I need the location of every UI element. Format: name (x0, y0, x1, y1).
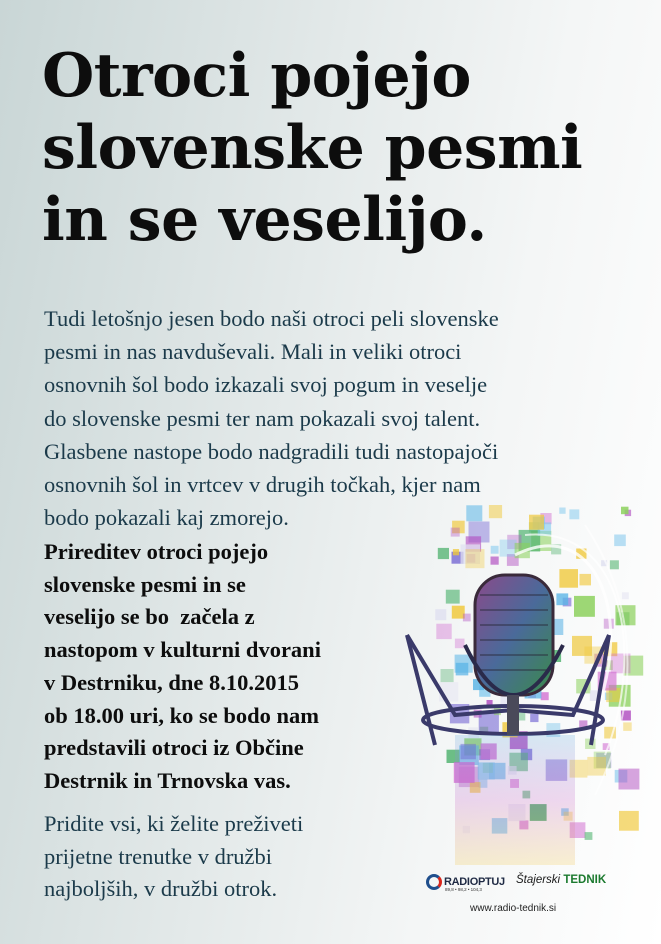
mosaic-tile (559, 508, 565, 514)
mosaic-tile (489, 505, 502, 518)
radio-frequencies: 89,8 • 98,2 • 104,3 (445, 887, 482, 892)
mosaic-tile (466, 505, 482, 521)
mosaic-tile (436, 624, 451, 639)
mosaic-tile (438, 548, 449, 559)
event-line: v Destrniku, dne 8.10.2015 (44, 669, 300, 695)
intro-line: osnovnih šol bodo izkazali svoj pogum in veselje (44, 372, 488, 398)
mosaic-tile (530, 714, 538, 722)
poster-title (42, 40, 642, 256)
event-line: nastopom v kulturni dvorani (44, 637, 321, 663)
mosaic-tile (441, 669, 454, 682)
event-line: slovenske pesmi in se (44, 571, 246, 597)
intro-line: Tudi letošnjo jesen bodo naši otroci peli slovenske (44, 306, 499, 331)
mosaic-tile (465, 549, 484, 568)
microphone-illustration (395, 495, 661, 875)
mosaic-tile (446, 590, 460, 604)
mosaic-tile (500, 540, 517, 557)
mosaic-tile (463, 614, 471, 622)
intro-line: osnovnih šol in vrtcev v drugih točkah, kjer nam (44, 471, 481, 497)
title-line: Otroci pojejo (42, 41, 471, 111)
mosaic-tile (491, 557, 499, 565)
mosaic-tile (455, 639, 465, 649)
mosaic-tile (453, 549, 459, 555)
mosaic-tile (541, 692, 549, 700)
event-line: veselijo se bo začela z (44, 604, 255, 630)
mosaic-tile (572, 636, 592, 656)
mosaic-tile (587, 757, 606, 776)
radio-name: RADIOPTUJ (444, 876, 505, 888)
mosaic-tile (452, 606, 465, 619)
website-url: www.radio-tednik.si (470, 903, 557, 914)
event-paragraph (44, 536, 404, 798)
title-line: in se veselijo. (42, 185, 487, 255)
stajerski-tednik-logo (516, 874, 606, 886)
mosaic-tile (529, 515, 544, 530)
invite-line: prijetne trenutke v družbi (44, 843, 273, 869)
mosaic-tile (619, 811, 639, 831)
mosaic-tile (621, 507, 629, 515)
event-line: Destrnik in Trnovska vas. (44, 768, 291, 794)
mosaic-tile (559, 569, 578, 588)
title-line: slovenske pesmi (42, 113, 583, 183)
mosaic-tile (622, 592, 629, 599)
invite-paragraph (44, 808, 404, 906)
mosaic-tile (451, 528, 460, 537)
mosaic-tile (479, 712, 499, 732)
mosaic-tile (556, 593, 568, 605)
mosaic-tile (491, 546, 499, 554)
intro-line: pesmi in nas navduševali. Mali in veliki otroci (44, 339, 462, 365)
intro-line: bodo pokazali kaj zmorejo. (44, 505, 289, 531)
event-line: predstavili otroci iz Občine (44, 735, 304, 761)
radio-ptuj-logo (426, 874, 505, 890)
mosaic-tile (569, 509, 579, 519)
event-line: Prireditev otroci pojejo (44, 539, 269, 564)
mosaic-tile (614, 535, 626, 547)
mosaic-tile (619, 769, 640, 790)
mosaic-tile (585, 832, 593, 840)
event-line: ob 18.00 uri, ko se bodo nam (44, 702, 320, 728)
invite-line: najboljših, v družbi otrok. (44, 876, 278, 902)
tednik-name: TEDNIK (563, 874, 607, 886)
mosaic-tile (435, 609, 446, 620)
intro-line: do slovenske pesmi ter nam pokazali svoj talent. (44, 405, 481, 431)
mosaic-tile (610, 560, 619, 569)
tednik-prefix: Štajerski (516, 874, 561, 886)
radio-wave-icon (426, 874, 442, 890)
invite-line: Pridite vsi, ki želite preživeti (44, 811, 304, 836)
mosaic-tile (580, 574, 592, 586)
mosaic-tile (574, 596, 595, 617)
mosaic-tile (623, 722, 632, 731)
intro-line: Glasbene nastope bodo nadgradili tudi nastopajoči (44, 438, 499, 464)
